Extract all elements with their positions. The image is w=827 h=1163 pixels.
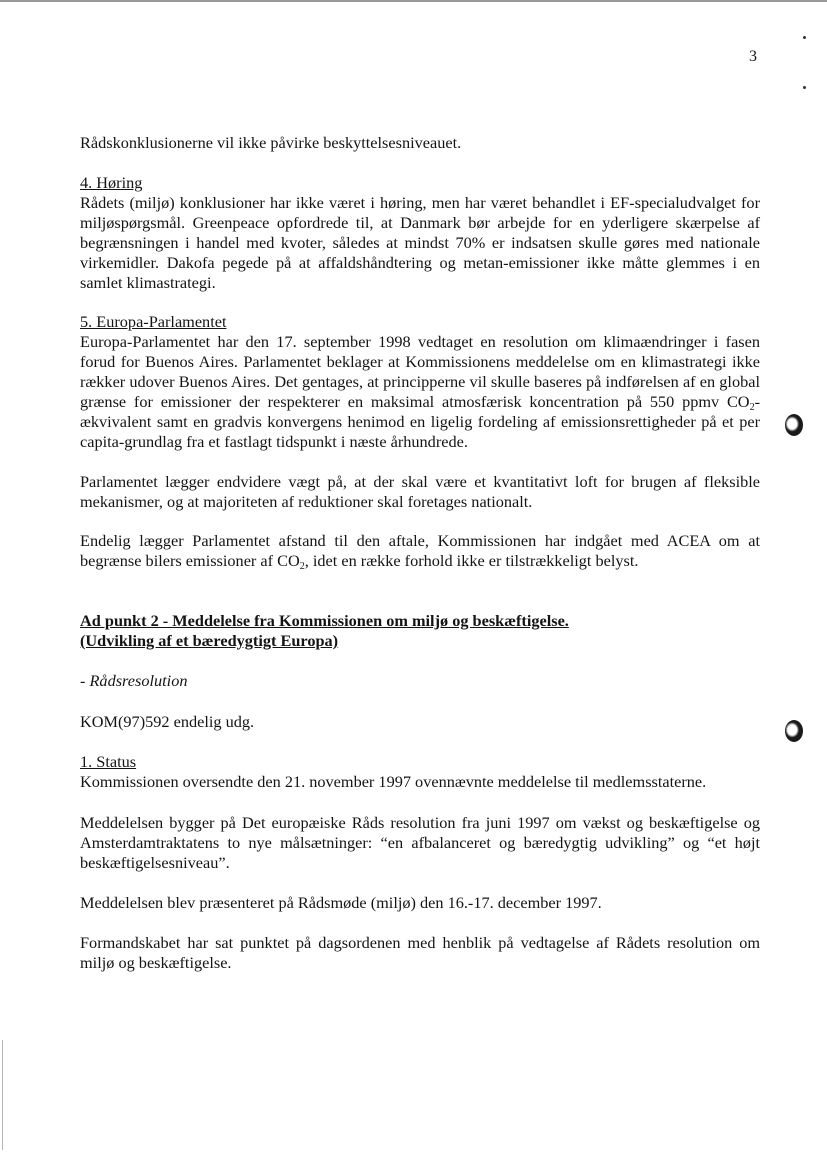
- status-paragraph-3: Meddelelsen blev præsenteret på Rådsmøde (miljø) den 16.-17. december 1997.: [80, 893, 602, 912]
- status-paragraph-1: Kommissionen oversendte den 21. november 1997 ovennævnte meddelelse til medlemsstaterne.: [80, 772, 707, 791]
- scan-left-edge: [2, 1040, 3, 1150]
- punkt2-reference: KOM(97)592 endelig udg.: [80, 712, 255, 731]
- parlament-loft-paragraph: Parlamentet lægger endvidere vægt på, at der skal være et kvantitativt loft for brugen af fleksible mekanismer, og at majoriteten af reduktioner skal foretages nationalt.: [80, 472, 760, 511]
- subscript-2: 2: [749, 402, 755, 413]
- scan-top-edge: [0, 0, 827, 2]
- hoering-paragraph: Rådets (miljø) konklusioner har ikke været i høring, men har været behandlet i EF-specialudvalget for miljøspørgsmål. Greenpeace opfordrede til, at Danmark bør arbejde for en yderligere skærpelse af begrænsningen i handel med kvoter, således at mindst 70% er indsatsen skulle gøres med nationale virkemidler. Dakofa pegede på at affaldshåndtering og metan-emissioner ikke måtte glemmes i en samlet klimastrategi.: [80, 193, 760, 292]
- subscript-2: 2: [299, 561, 305, 572]
- punkt2-title-line1: Ad punkt 2 - Meddelelse fra Kommissionen om miljø og beskæftigelse.: [80, 611, 569, 630]
- punch-hole-icon: [785, 720, 803, 742]
- document-body: [80, 133, 760, 973]
- europa-parlamentet-paragraph: [80, 332, 760, 452]
- intro-paragraph: Rådskonklusionerne vil ikke påvirke beskyttelsesniveauet.: [80, 133, 462, 152]
- section-heading-europa-parlamentet: 5. Europa-Parlamentet: [80, 312, 227, 331]
- scan-speck: [803, 36, 806, 39]
- acea-text-part: Endelig lægger Parlamentet afstand til den aftale, Kommissionen har indgået med ACEA om at begrænse bilers emissioner af CO: [80, 531, 760, 570]
- page-number: 3: [749, 48, 757, 65]
- status-paragraph-2: Meddelelsen bygger på Det europæiske Råds resolution fra juni 1997 om vækst og beskæftigelse og Amsterdamtraktatens to nye målsætninger: “en afbalanceret og bæredygtig udvikling” og “et højt beskæftigelsesniveau”.: [80, 813, 760, 872]
- punkt2-subtitle: - Rådsresolution: [80, 671, 188, 690]
- parlament-acea-paragraph: [80, 531, 760, 571]
- punkt2-title-line2: (Udvikling af et bæredygtigt Europa): [80, 631, 339, 650]
- scan-speck: [803, 86, 806, 89]
- acea-text-part: , idet en række forhold ikke er tilstrækkeligt belyst.: [304, 551, 639, 570]
- ep-text-part: -ækvivalent samt en gradvis konvergens henimod en ligelig fordeling af emissionsrettigheder på et per capita-grundlag fra et fastlagt tidspunkt i næste århundrede.: [80, 392, 760, 451]
- status-paragraph-4: Formandskabet har sat punktet på dagsordenen med henblik på vedtagelse af Rådets resolution om miljø og beskæftigelse.: [80, 933, 760, 972]
- ep-text-part: Europa-Parlamentet har den 17. september 1998 vedtaget en resolution om klimaændringer i fasen forud for Buenos Aires. Parlamentet beklager at Kommissionens meddelelse om en klimastrategi ikke rækker udover Buenos Aires. Det gentages, at principperne vil skulle baseres på indførelsen af en global grænse for emissioner der respekterer en maksimal atmosfærisk koncentration på 550 ppmv CO: [80, 332, 760, 411]
- section-heading-hoering: 4. Høring: [80, 173, 143, 192]
- punch-hole-icon: [785, 414, 803, 436]
- section-heading-status: 1. Status: [80, 752, 137, 771]
